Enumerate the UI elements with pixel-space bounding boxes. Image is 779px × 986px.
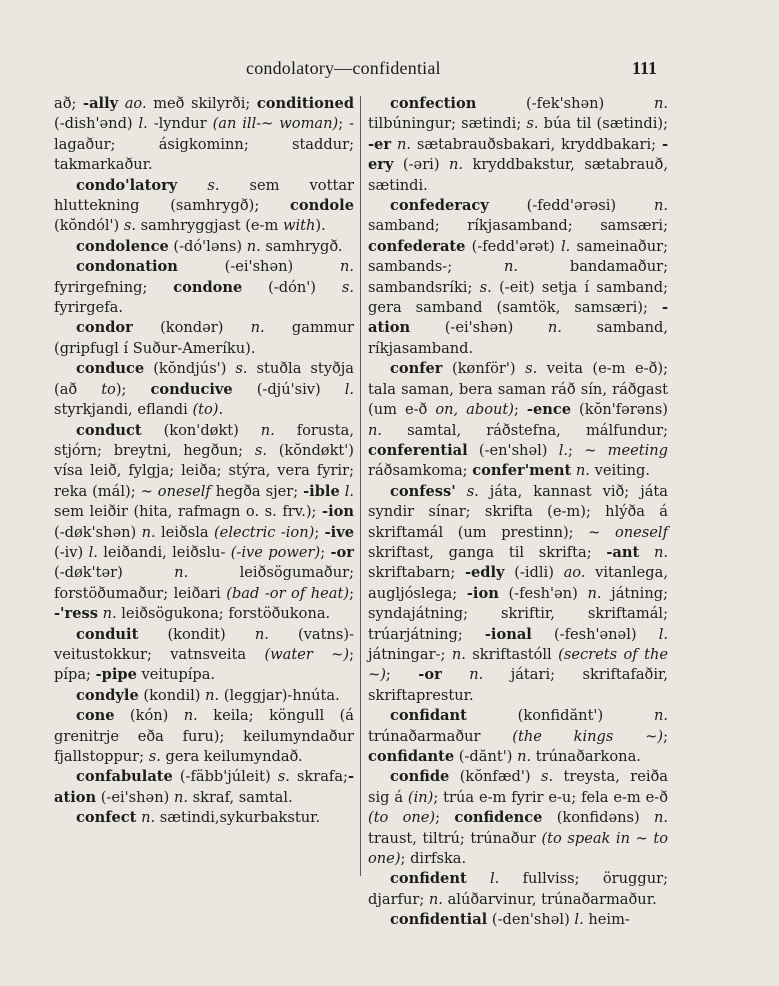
left-column [54,94,354,829]
dictionary-entry: conduce (kŏndjús') s. stuðla styðja (að to); conducive (-djú'siv) l. styrkjandi, eflandi (to). [54,360,355,419]
dictionary-entry: confection (-fek'shən) n. tilbúningur; sætindi; s. búa til (sætindi); -er n. sætabrauðsbakari, kryddbakari; -ery (-əri) n. kryddbakstur, sætabrauð, sætindi. [368,95,668,194]
dictionary-entry: að; -ally ao. með skilyrði; conditioned (-dish'ənd) l. -lyndur (an ill-~ woman); -lagaður; ásigkominn; staddur; takmarkaður. [54,95,355,174]
dictionary-entry: condonation (-ei'shən) n. fyrirgefning; condone (-dón') s. fyrirgefa. [54,258,354,317]
column-divider [360,96,361,876]
dictionary-entry: confidential (-den'shəl) l. heim- [390,911,630,929]
dictionary-entry: condolence (-dó'ləns) n. samhrygð. [76,237,343,255]
dictionary-entry: confess' s. játa, kannast við; játa syndir sínar; skrifta (e-m); hlýða á skriftamál (um prestinn); ~ oneself skriftast, ganga til skrifta; -ant n. skriftabarn; -edly (-idli) ao. vitanlega, augljóslega; -ion (-fesh'ən) n. játning; syndajátning; skriftir, skriftamál; trúarjátning; -ional (-fesh'ənəl) l. játningar-; n. skriftastóll (secrets of the ~); -or n. játari; skriftafaðir, skriftaprestur. [368,482,669,704]
dictionary-entry: condo'latory s. sem vottar hluttekning (samhrygð); condole (kŏndól') s. samhryggjast (e-m with). [54,176,354,235]
page-header [0,58,779,82]
dictionary-entry: confide (kŏnfæd') s. treysta, reiða sig á (in); trúa e-m fyrir e-u; fela e-m e-ð (to one); confidence (konfidəns) n. traust, tiltrú; trúnaður (to speak in ~ to one); dirfska. [368,768,669,868]
dictionary-entry: confabulate (-fäbb'júleit) s. skrafa;-ation (-ei'shən) n. skraf, samtal. [54,768,355,806]
dictionary-entry: confident l. fullviss; öruggur; djarfur; n. alúðarvinur, trúnaðarmaður. [368,870,669,908]
dictionary-entry: confederacy (-fedd'ərəsi) n. samband; ríkjasamband; samsæri; confederate (-fedd'ərət) l. sameinaður; sambands-; n. bandamaður; sambandsríki; s. (-eit) setja í samband; gera samband (samtök, samsæri); -ation (-ei'shən) n. samband, ríkjasamband. [368,197,669,357]
running-head: condolatory—confidential [246,58,441,78]
dictionary-entry: confer (kønför') s. veita (e-m e-ð); tala saman, bera saman ráð sín, ráðgast (um e-ð on, about); -ence (kŏn'fərəns) n. samtal, ráðstefna, málfundur; conferential (-en'shəl) l.; ~ meeting ráðsamkoma; confer'ment n. veiting. [368,360,668,480]
dictionary-entry: condor (kondər) n. gammur (gripfugl í Suður-Ameríku). [54,319,355,357]
dictionary-entry: confect n. sætindi,sykurbakstur. [76,809,321,827]
right-column [368,94,668,931]
dictionary-entry: conduit (kondit) n. (vatns)-veitustokkur; vatnsveita (water ~); pípa; -pipe veitupípa. [54,625,354,684]
dictionary-entry: condyle (kondil) n. (leggjar)-hnúta. [76,686,340,704]
dictionary-entry: confidant (konfidănt') n. trúnaðarmaður (the kings ~); confidante (-dănt') n. trúnaðarkona. [368,707,668,765]
dictionary-entry: cone (kón) n. keila; köngull (á grenitrje eða furu); keilumyndaður fjallstoppur; s. gera keilumyndað. [54,707,354,765]
page-number: 111 [632,58,658,78]
dictionary-entry: conduct (kon'døkt) n. forusta, stjórn; breytni, hegðun; s. (kŏndøkt') vísa leið, fylgja; leiða; stýra, vera fyrir; reka (mál); ~ oneself hegða sjer; -ible l. sem leiðir (hita, rafmagn o. s. frv.); -ion (-døk'shən) n. leiðsla (electric -ion); -ive (-iv) l. leiðandi, leiðslu- (-ive power); -or (-døk'tər) n. leiðsögumaður; forstöðumaður; leiðari (bad -or of heat); -'ress n. leiðsögukona; forstöðukona. [54,421,355,623]
